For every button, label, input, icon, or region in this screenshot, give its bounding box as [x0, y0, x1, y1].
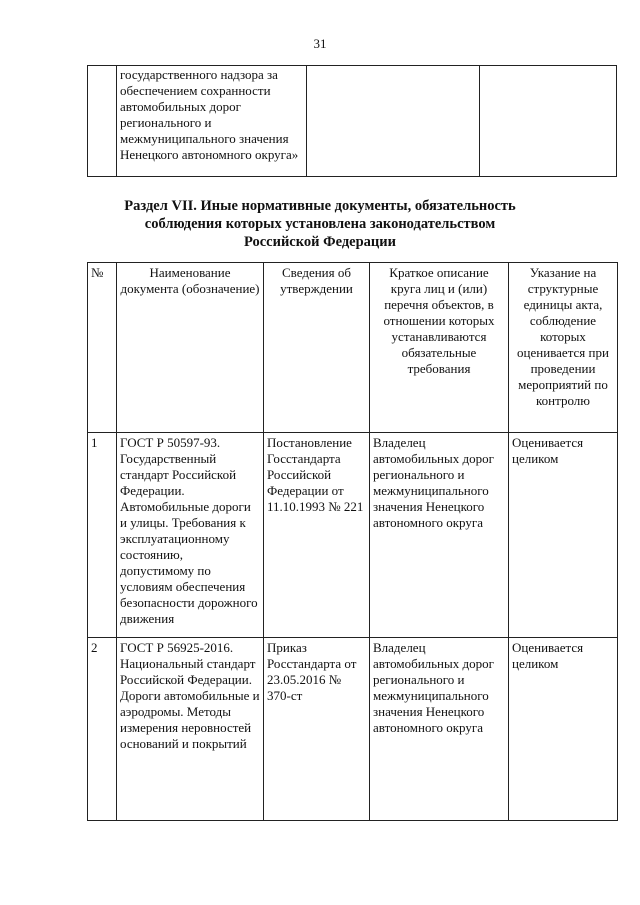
- header-description: Краткое описание круга лиц и (или) перечня объектов, в отношении которых устанавливаются обязательные требования: [370, 263, 509, 433]
- name-cell: государственного надзора за обеспечением сохранности автомобильных дорог регионального и межмуниципального значения Ненецкого автономного округа»: [117, 66, 307, 177]
- table-row: [88, 66, 617, 177]
- continuation-table: [87, 65, 617, 177]
- section-title-line: соблюдения которых установлена законодательством: [144, 216, 496, 232]
- table-row: [88, 433, 618, 638]
- documents-table: [87, 262, 618, 821]
- header-units: Указание на структурные единицы акта, соблюдение которых оценивается при проведении мероприятий по контролю: [509, 263, 618, 433]
- empty-cell: [307, 66, 480, 177]
- section-title-line: Раздел VII. Иные нормативные документы, обязательность: [124, 198, 516, 214]
- page-number: 31: [313, 36, 327, 51]
- row-approval: Приказ Росстандарта от 23.05.2016 № 370-ст: [264, 638, 370, 821]
- row-name: ГОСТ Р 56925-2016. Национальный стандарт Российской Федерации. Дороги автомобильные и аэродромы. Методы измерения неровностей оснований и покрытий: [117, 638, 264, 821]
- row-number: 2: [88, 638, 117, 821]
- table-header-row: [88, 263, 618, 433]
- row-units: Оценивается целиком: [509, 638, 618, 821]
- row-number: 1: [88, 433, 117, 638]
- row-name: ГОСТ Р 50597-93. Государственный стандарт Российской Федерации. Автомобильные дороги и улицы. Требования к эксплуатационному состоянию, допустимому по условиям обеспечения безопасности дорожного движения: [117, 433, 264, 638]
- table-row: [88, 638, 618, 821]
- number-cell: [88, 66, 117, 177]
- header-approval: Сведения об утверждении: [264, 263, 370, 433]
- section-title: [0, 197, 640, 251]
- row-approval: Постановление Госстандарта Российской Федерации от 11.10.1993 № 221: [264, 433, 370, 638]
- header-name: Наименование документа (обозначение): [117, 263, 264, 433]
- row-units: Оценивается целиком: [509, 433, 618, 638]
- row-description: Владелец автомобильных дорог регионального и межмуниципального значения Ненецкого автономного округа: [370, 433, 509, 638]
- row-description: Владелец автомобильных дорог регионального и межмуниципального значения Ненецкого автономного округа: [370, 638, 509, 821]
- header-number: №: [88, 263, 117, 433]
- section-title-line: Российской Федерации: [243, 234, 396, 250]
- empty-cell: [480, 66, 617, 177]
